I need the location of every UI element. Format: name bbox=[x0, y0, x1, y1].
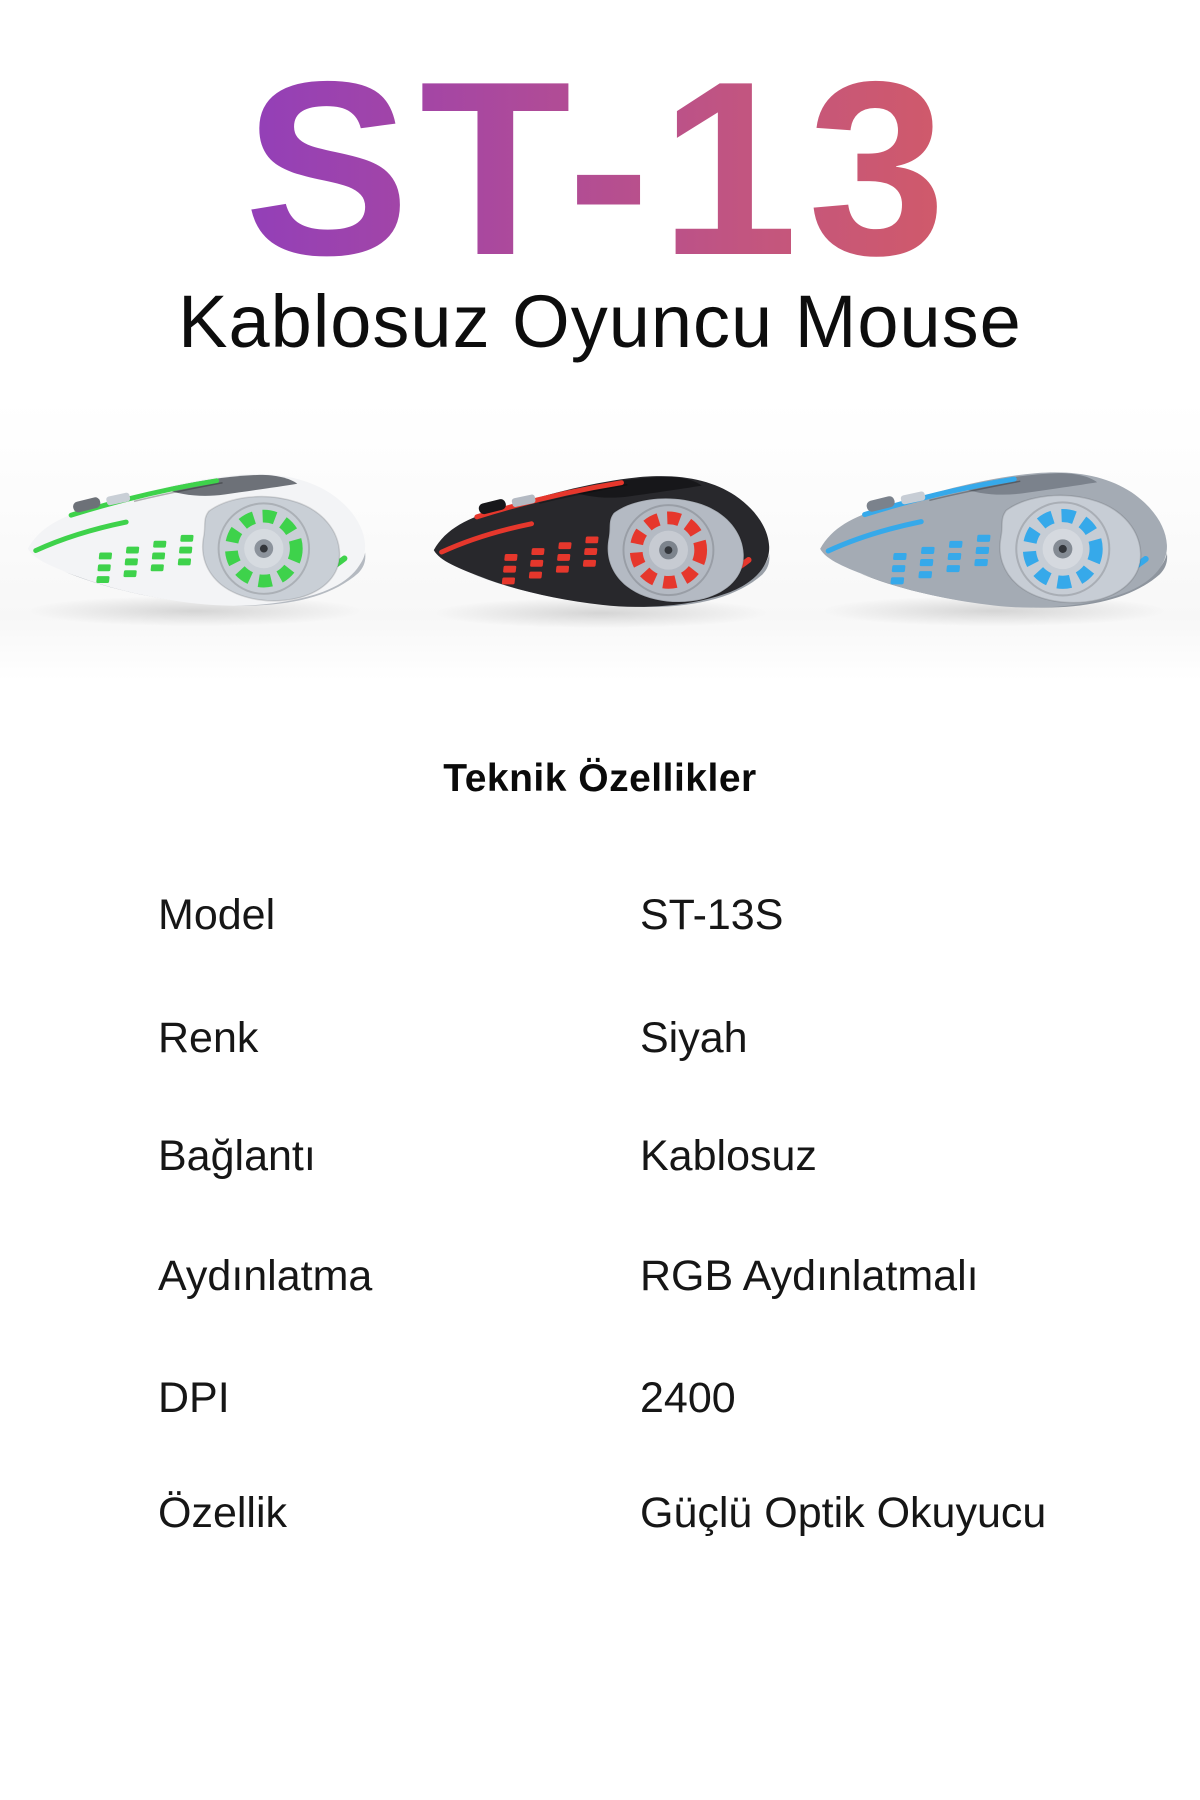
spec-label: Model bbox=[158, 891, 276, 939]
spec-label: Renk bbox=[158, 1014, 259, 1062]
spec-row-model bbox=[0, 890, 1200, 940]
spec-value: Siyah bbox=[640, 1014, 748, 1062]
spec-row-ozellik bbox=[0, 1488, 1200, 1538]
mouse-image-black-red bbox=[424, 468, 776, 624]
spec-value: 2400 bbox=[640, 1374, 736, 1422]
product-gallery bbox=[0, 400, 1200, 680]
product-title: ST-13 bbox=[0, 44, 1200, 292]
specs-heading: Teknik Özellikler bbox=[443, 757, 757, 800]
product-subtitle: Kablosuz Oyuncu Mouse bbox=[178, 280, 1022, 363]
mouse-image-gray-blue bbox=[810, 464, 1174, 626]
spec-label: DPI bbox=[158, 1374, 230, 1422]
spec-row-aydinlatma bbox=[0, 1251, 1200, 1301]
spec-label: Özellik bbox=[158, 1489, 288, 1537]
spec-value: RGB Aydınlatmalı bbox=[640, 1252, 979, 1300]
spec-value: ST-13S bbox=[640, 891, 784, 939]
spec-value: Kablosuz bbox=[640, 1132, 817, 1180]
spec-label: Aydınlatma bbox=[158, 1252, 373, 1300]
mouse-image-white-green bbox=[18, 466, 372, 623]
spec-row-renk bbox=[0, 1013, 1200, 1063]
spec-row-dpi bbox=[0, 1373, 1200, 1423]
spec-label: Bağlantı bbox=[158, 1132, 316, 1180]
spec-value: Güçlü Optik Okuyucu bbox=[640, 1489, 1047, 1537]
spec-row-baglanti bbox=[0, 1131, 1200, 1181]
